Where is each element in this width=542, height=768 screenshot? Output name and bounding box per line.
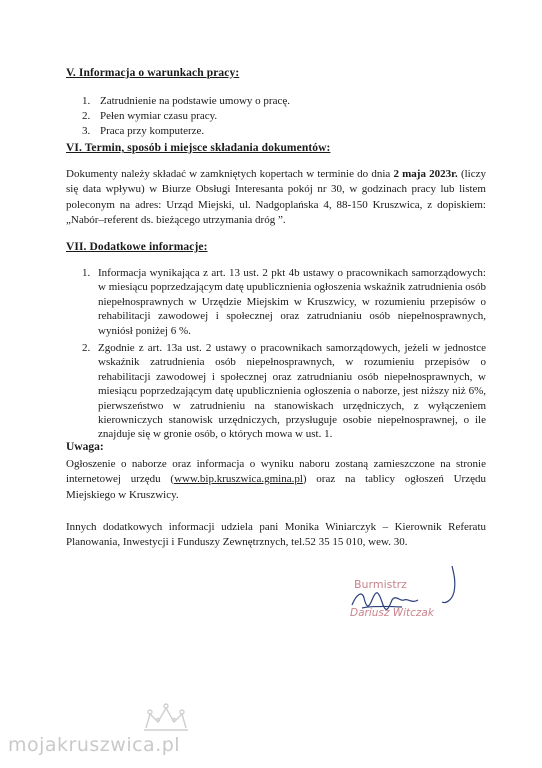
signature-flourish [442,566,455,603]
list-item [82,266,486,338]
section-5-title: V. Informacja o warunkach pracy: [66,67,240,79]
list-text: Zatrudnienie na podstawie umowy o pracę. [100,95,290,107]
deadline-date: 2 maja 2023r. [393,168,458,180]
stamp-title: Burmistrz [354,578,407,591]
watermark-text: mojakruszwica.pl [8,734,181,756]
list-number: 3. [82,125,91,137]
list-text: Informacja wynikająca z art. 13 ust. 2 pkt 4b ustawy o pracownikach samorządowych: w miesiącu poprzedzającym datę upublicznienia ogłoszenia wskaźnik zatrudnienia osób niepełnosprawnych w Urzędzie Miejskim w Kruszwicy, w rozumieniu przepisów o rehabilitacji zawodowej i społecznej oraz zatrudnianiu osób niepełnosprawnych, wyniósł poniżej 6 %. [98,267,486,337]
note-paragraph [66,457,486,503]
section-6-paragraph [66,167,486,228]
signature-image [342,560,472,630]
list-number: 1. [82,267,91,279]
signature-stamp [342,560,472,630]
list-item [82,109,290,124]
watermark-crown-icon [136,700,196,734]
note-title: Uwaga: [66,441,104,453]
list-item [82,341,486,442]
section-6-title: VI. Termin, sposób i miejsce składania dokumentów: [66,142,331,154]
list-number: 1. [82,95,91,107]
list-text: Praca przy komputerze. [100,125,205,137]
paragraph-text: Ogłoszenie o naborze oraz informacja o wyniku naboru zostaną zamieszczone na stronie internetowej urzędu ( [66,458,486,486]
list-number: 2. [82,342,91,355]
paragraph-text: ) oraz na tablicy ogłoszeń Urzędu Miejskiego w Kruszwicy. [66,473,486,501]
list-text: Pełen wymiar czasu pracy. [100,110,218,122]
paragraph-text: Dokumenty należy składać w zamkniętych kopertach w terminie do dnia [66,168,394,180]
section-5-list [82,94,290,139]
list-item [82,124,290,139]
list-number: 2. [82,110,91,122]
watermark [8,700,208,760]
stamp-name: Dariusz Witczak [350,607,434,619]
list-item [82,94,290,109]
section-7-list [82,266,486,442]
list-text: Zgodnie z art. 13a ust. 2 ustawy o pracownikach samorządowych, jeżeli w jednostce wskaźnik zatrudnienia osób niepełnosprawnych, w rozumieniu przepisów o rehabilitacji zawodowej i społecznej oraz zatrudnianiu osób niepełnosprawnych, w miesiącu poprzedzającym datę upublicznienia ogłoszenia o naborze, jest niższy niż 6%, pierwszeństwo w zatrudnieniu na stanowiskach urzędniczych, z wyłączeniem kierowniczych stanowisk urzędniczych, przysługuje osobie niepełnosprawnej, o ile znajduje się w gronie osób, o których mowa w ust. 1. [98,342,486,441]
section-7-title: VII. Dodatkowe informacje: [66,241,208,253]
contact-paragraph: Innych dodatkowych informacji udziela pani Monika Winiarczyk – Kierownik Referatu Planowania, Inwestycji i Funduszy Zewnętrznych, tel.52 35 15 010, wew. 30. [66,521,486,549]
bip-link[interactable]: www.bip.kruszwica.gmina.pl [174,473,303,486]
paragraph-text: (liczy się data wpływu) w Biurze Obsługi Interesanta pokój nr 30, w godzinach pracy lub listem poleconym na adres: Urząd Miejski, ul. Nadgoplańska 4, 88-150 Kruszwica, z dopiskiem: „Nabór–referent ds. bieżącego utrzymania dróg ”. [66,168,487,226]
